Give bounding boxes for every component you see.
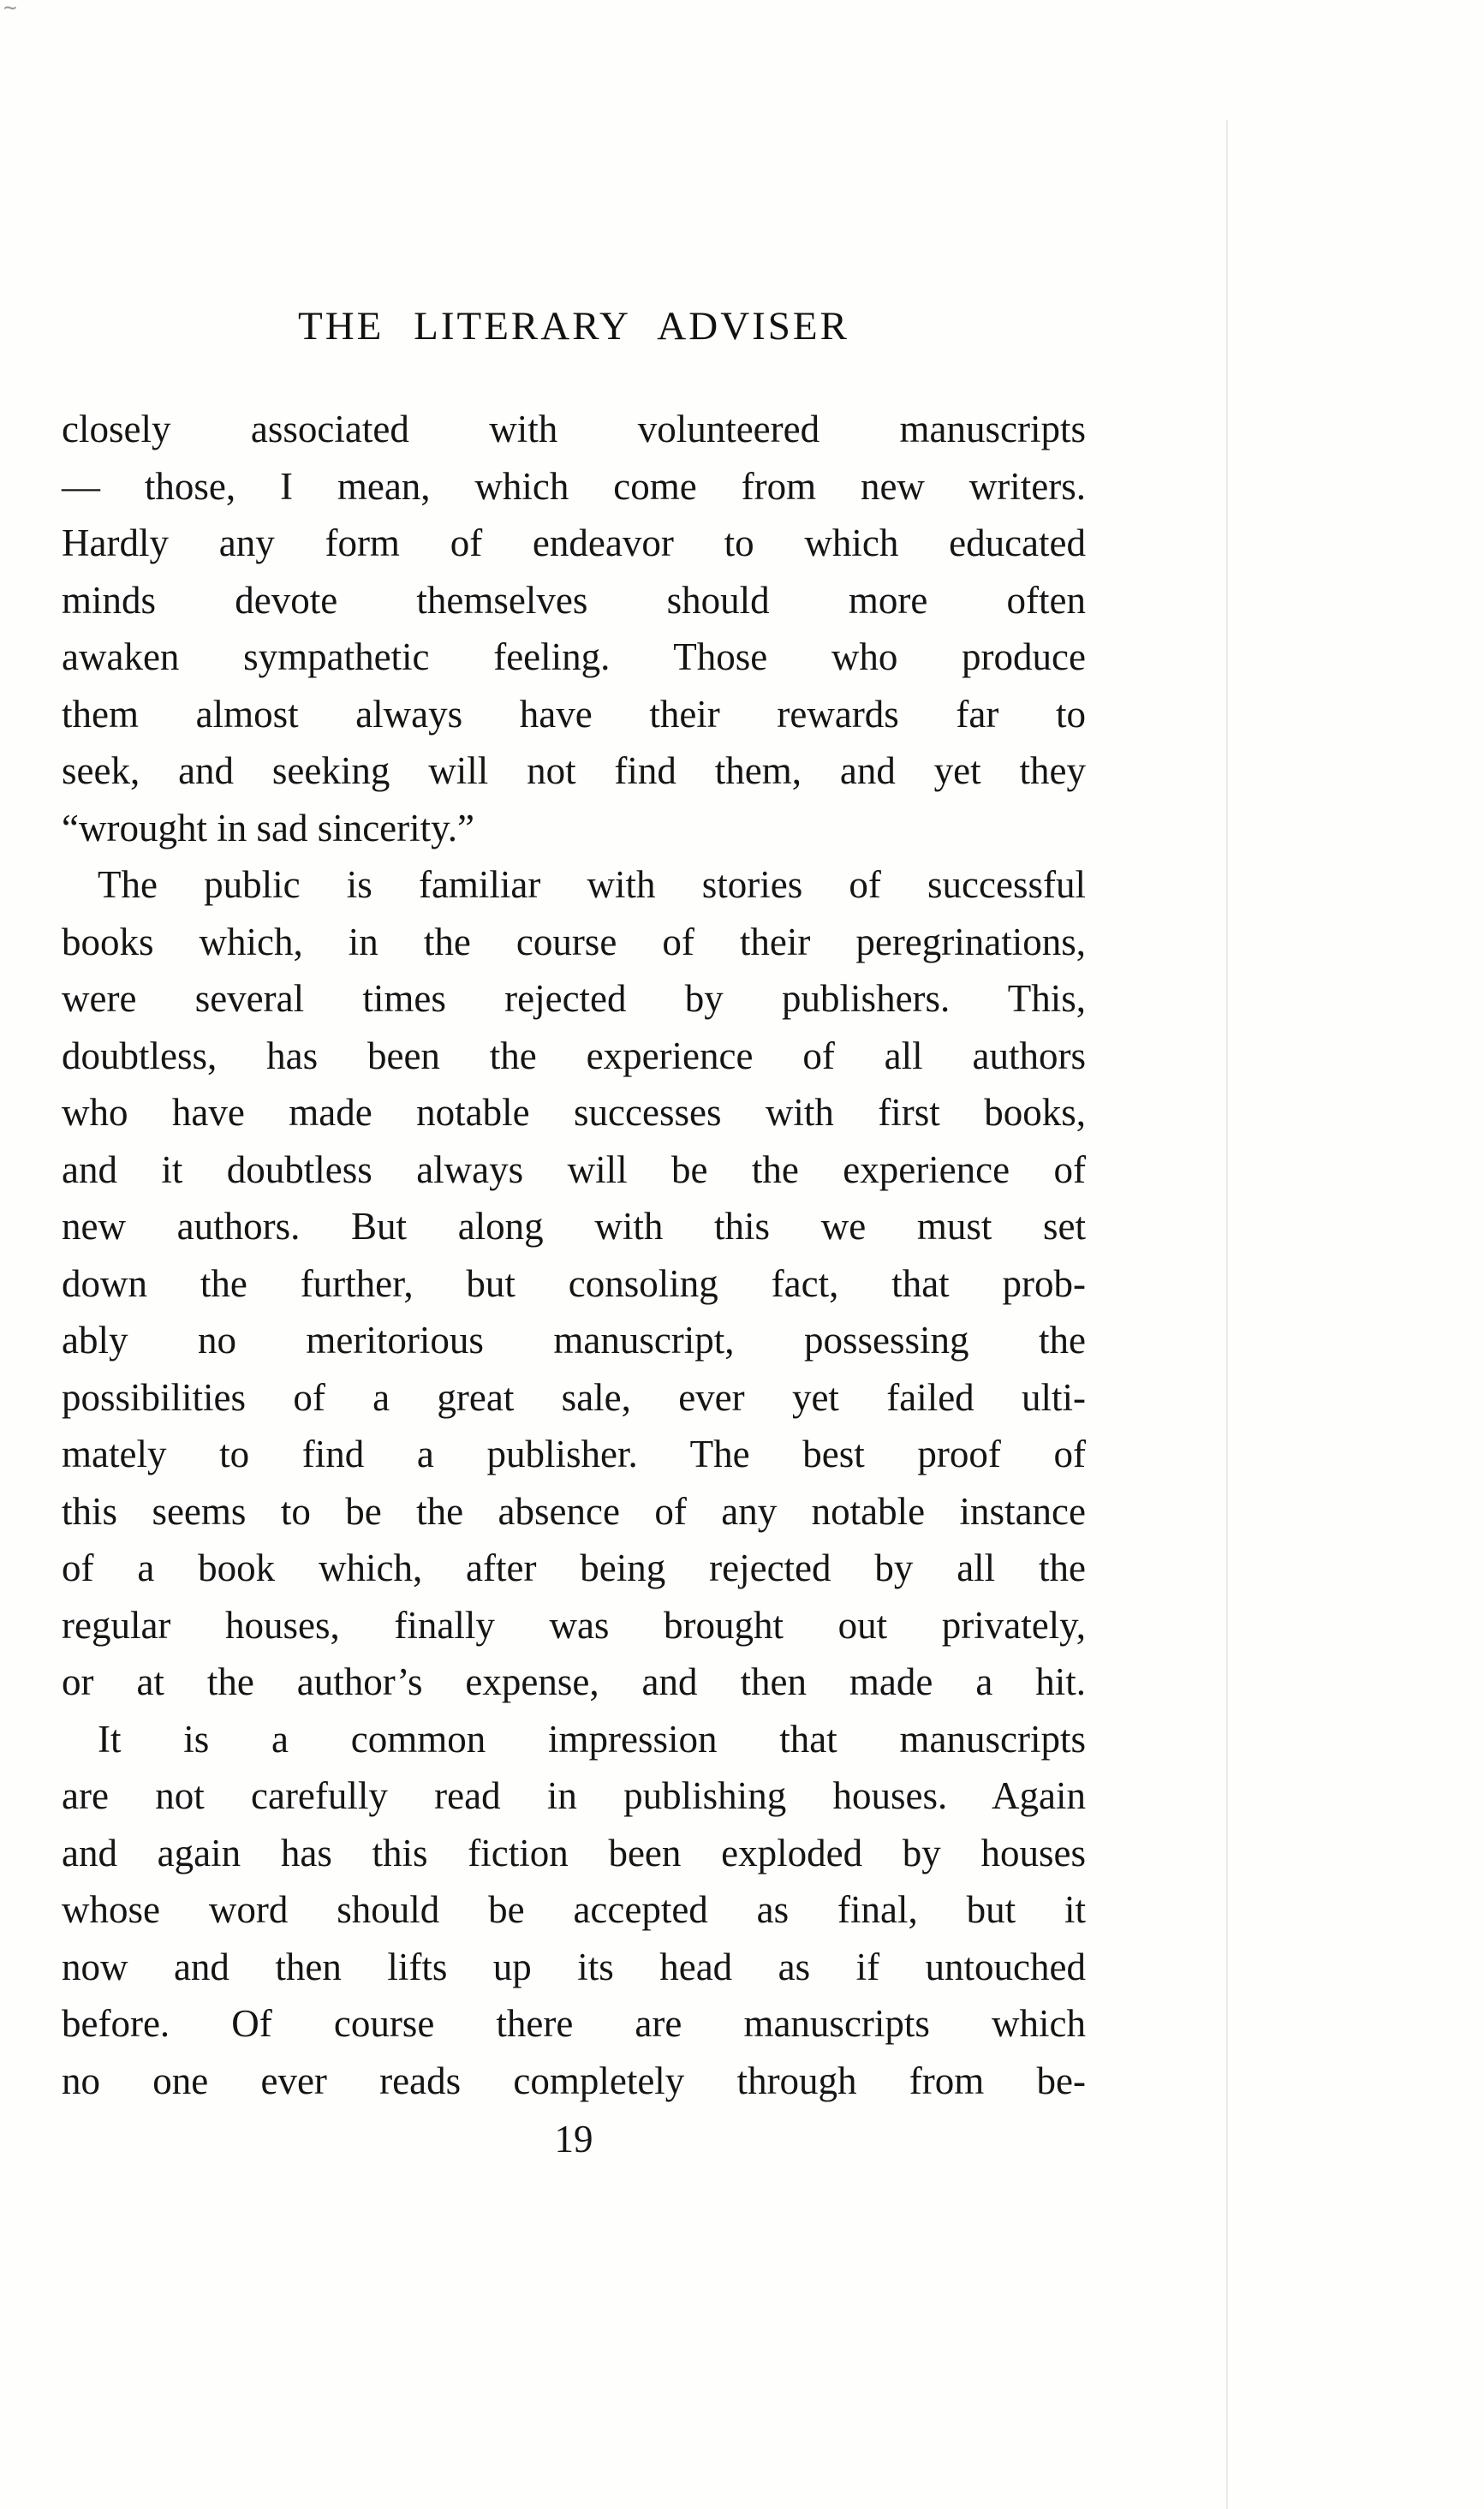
text-line: and it doubtless always will be the experience of: [62, 1147, 1086, 1191]
page-number: 19: [554, 2118, 593, 2160]
scan-artifact: ~: [3, 0, 17, 21]
text-line: whose word should be accepted as final, but it: [62, 1888, 1086, 1931]
text-line: possibilities of a great sale, ever yet failed ulti-: [62, 1375, 1086, 1419]
text-block: [62, 301, 1086, 2168]
text-line: of a book which, after being rejected by all the: [62, 1547, 1086, 1589]
text-line: now and then lifts up its head as if untouched: [62, 1945, 1086, 1988]
text-line: awaken sympathetic feeling. Those who produce: [62, 635, 1086, 678]
text-line: were several times rejected by publishers. This,: [62, 977, 1086, 1020]
text-line: regular houses, finally was brought out privately,: [62, 1603, 1086, 1647]
text-line: down the further, but consoling fact, that prob-: [62, 1261, 1086, 1305]
text-line: “wrought in sad sincerity.”: [62, 806, 474, 849]
text-line: The public is familiar with stories of successful: [98, 863, 1086, 906]
text-line: It is a common impression that manuscripts: [98, 1717, 1086, 1761]
text-line: Hardly any form of endeavor to which educated: [62, 521, 1086, 564]
text-line: minds devote themselves should more often: [62, 578, 1086, 622]
text-line: and again has this fiction been exploded by houses: [62, 1831, 1086, 1874]
text-line: this seems to be the absence of any notable instance: [62, 1489, 1086, 1533]
text-line: seek, and seeking will not find them, and yet they: [62, 749, 1086, 792]
text-line: ably no meritorious manuscript, possessing the: [62, 1319, 1086, 1362]
text-line: — those, I mean, which come from new writers.: [62, 464, 1086, 508]
text-line: no one ever reads completely through from be-: [62, 2059, 1086, 2102]
text-line: doubtless, has been the experience of all authors: [62, 1034, 1086, 1077]
text-line: are not carefully read in publishing houses. Again: [62, 1774, 1086, 1817]
text-line: mately to find a publisher. The best proof of: [62, 1433, 1086, 1475]
text-line: closely associated with volunteered manuscripts: [62, 408, 1086, 450]
running-header: THE LITERARY ADVISER: [298, 304, 849, 349]
text-line: books which, in the course of their peregrinations,: [62, 920, 1086, 963]
text-line: who have made notable successes with first books,: [62, 1091, 1086, 1134]
text-line: them almost always have their rewards far to: [62, 692, 1086, 736]
text-line: new authors. But along with this we must set: [62, 1205, 1086, 1248]
text-line: before. Of course there are manuscripts which: [62, 2002, 1086, 2045]
text-line: or at the author’s expense, and then made a hit.: [62, 1660, 1086, 1703]
body-text: [62, 401, 1086, 2109]
page-edge-shadow: [1226, 120, 1228, 2509]
